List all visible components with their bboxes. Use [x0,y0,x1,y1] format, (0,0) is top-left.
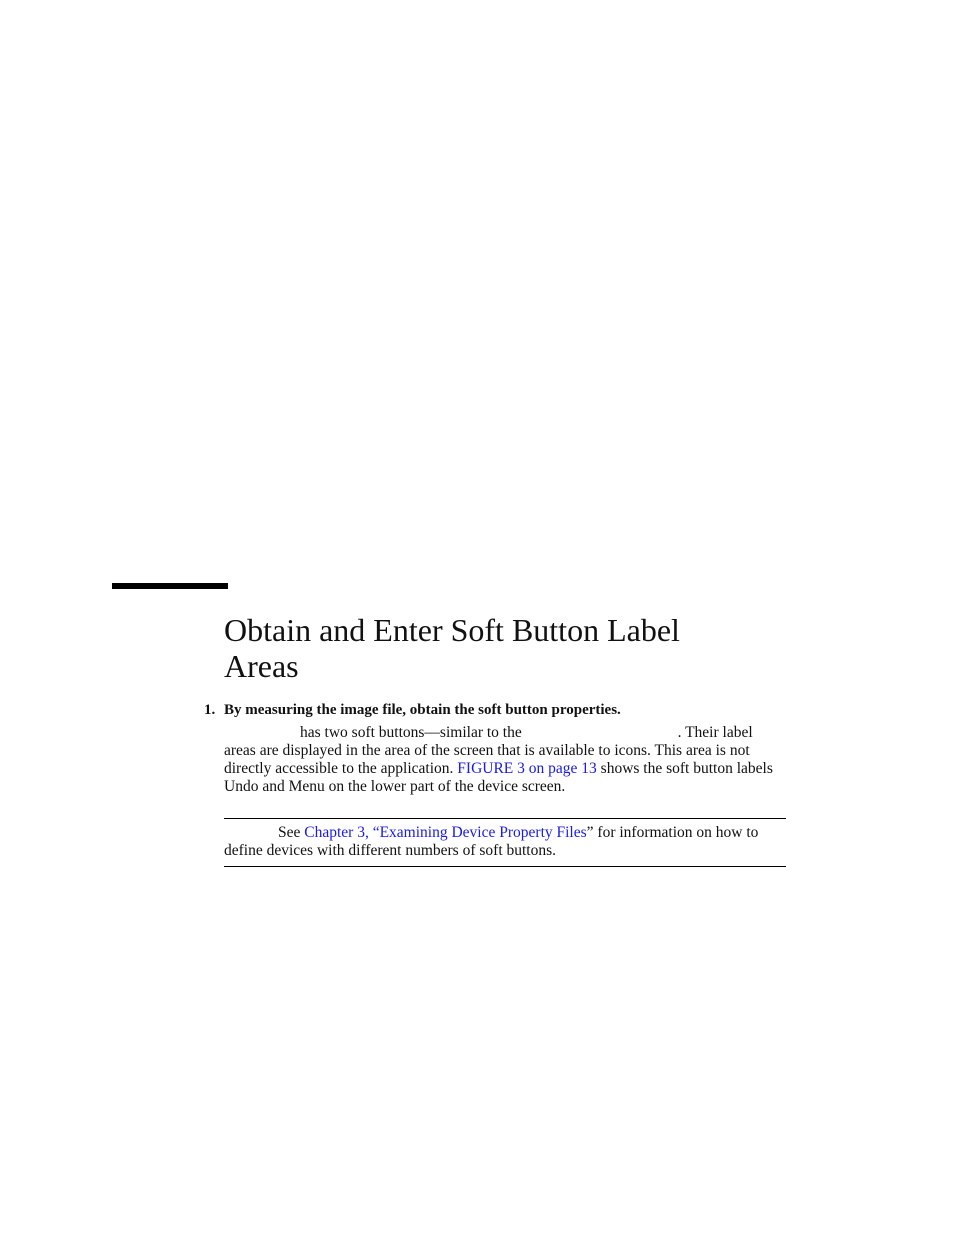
step-text: By measuring the image file, obtain the soft button properties. [224,702,621,718]
heading-line-1: Obtain and Enter Soft Button Label [224,612,680,648]
note-suffix: ” for information on how to define devices with different numbers of soft buttons. [224,824,759,859]
chapter-3-link[interactable]: Chapter 3, “Examining Device Property Files [304,824,587,841]
section-rule-bar [112,583,228,589]
paragraph-part-2: . Their label areas are displayed in the area of the screen that is available to icons. This area is not directly accessible to the application. [224,724,753,777]
note-box [224,818,786,867]
note-prefix: See [278,824,301,841]
paragraph-part-3: shows the soft button labels Undo and Menu on the lower part of the device screen. [224,760,773,795]
figure-3-link[interactable]: FIGURE 3 on page 13 [457,760,597,777]
heading-line-2: Areas [224,648,299,684]
body-paragraph [224,724,786,796]
section-heading [224,612,824,684]
step-1 [204,701,804,719]
step-number: 1. [204,702,216,718]
paragraph-part-1: has two soft buttons—similar to the [300,724,522,741]
